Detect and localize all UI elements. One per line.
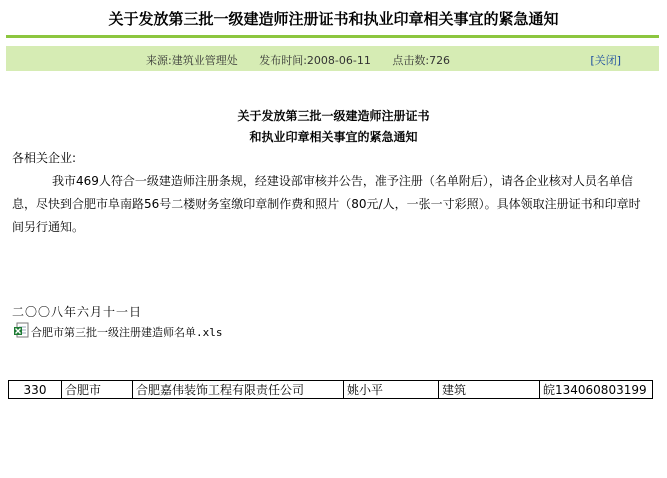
article-info-bar: [6, 46, 659, 71]
article-meta: [146, 52, 454, 68]
salutation: 各相关企业:: [12, 151, 77, 165]
excel-file-icon: [14, 322, 30, 338]
publish-time-text: 发布时间:2008-06-11: [259, 54, 371, 67]
article-title-line-2: 和执业印章相关事宜的紧急通知: [249, 130, 418, 144]
roster-table: [8, 380, 653, 399]
source-text: 来源:建筑业管理处: [146, 54, 238, 67]
table-cell: 合肥嘉伟装饰工程有限责任公司: [133, 381, 344, 399]
close-link[interactable]: [关闭]: [590, 54, 621, 67]
roster-body: [9, 381, 653, 399]
notice-date: 二〇〇八年六月十一日: [12, 305, 143, 319]
page-headline: 关于发放第三批一级建造师注册证书和执业印章相关事宜的紧急通知: [108, 10, 559, 28]
attachment: [14, 324, 223, 340]
click-count-text: 点击数:726: [392, 54, 451, 67]
table-row: [9, 381, 653, 399]
table-cell: 皖134060803199: [540, 381, 653, 399]
article-title-line-1: 关于发放第三批一级建造师注册证书: [237, 109, 430, 123]
headline-divider: [6, 35, 659, 38]
table-cell: 姚小平: [344, 381, 439, 399]
table-cell: 合肥市: [62, 381, 133, 399]
table-cell: 330: [9, 381, 62, 399]
notice-paragraph: 我市469人符合一级建造师注册条规，经建设部审核并公告，准予注册（名单附后），请各企业核对人员名单信息，尽快到合肥市阜南路56号二楼财务室缴印章制作费和照片（80元/人，一张一寸彩照）。具体领取注册证书和印章时间另行通知。: [12, 174, 641, 234]
table-cell: 建筑: [439, 381, 540, 399]
attachment-link[interactable]: 合肥市第三批一级注册建造师名单.xls: [31, 326, 223, 339]
